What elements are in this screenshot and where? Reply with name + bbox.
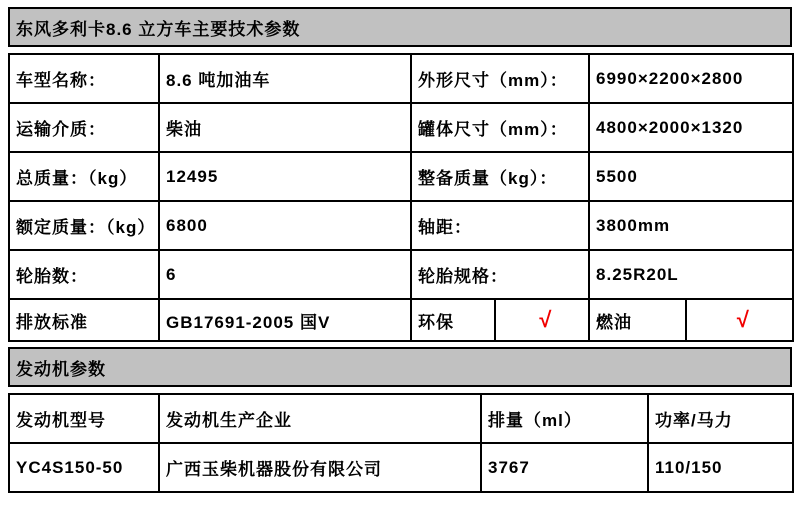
spec-label-curb-mass: 整备质量（kg）： [411, 152, 589, 201]
table-row [9, 201, 793, 250]
spec-value-rated-mass: 6800 [159, 201, 411, 250]
spec-value-vehicle-name: 8.6 吨加油车 [159, 54, 411, 103]
engine-value-model: YC4S150-50 [9, 443, 159, 492]
spec-table [8, 53, 794, 342]
environmental-check-cell [495, 299, 589, 341]
page-title: 东风多利卡8.6 立方车主要技术参数 [16, 19, 301, 39]
engine-value-power: 110/150 [648, 443, 793, 492]
engine-table [8, 393, 794, 493]
table-row-emission [9, 299, 793, 341]
spec-value-gross-mass: 12495 [159, 152, 411, 201]
engine-data-row [9, 443, 793, 492]
engine-section-bar [8, 347, 792, 387]
spec-value-emission-standard: GB17691-2005 国V [159, 299, 411, 341]
spec-value-tire-spec: 8.25R20L [589, 250, 793, 299]
table-row [9, 103, 793, 152]
spec-label-transport-medium: 运输介质： [9, 103, 159, 152]
spec-label-vehicle-name: 车型名称： [9, 54, 159, 103]
engine-header-power: 功率/马力 [648, 394, 793, 443]
env-checkmark-icon: √ [537, 307, 551, 332]
table-row [9, 250, 793, 299]
fuel-check-cell [686, 299, 793, 341]
spec-label-wheelbase: 轴距： [411, 201, 589, 250]
fuel-checkmark-icon: √ [735, 307, 748, 332]
engine-header-manufacturer: 发动机生产企业 [159, 394, 481, 443]
engine-header-row [9, 394, 793, 443]
spec-value-wheelbase: 3800mm [589, 201, 793, 250]
engine-header-model: 发动机型号 [9, 394, 159, 443]
engine-value-displacement: 3767 [481, 443, 648, 492]
spec-value-tank-dimensions: 4800×2000×1320 [589, 103, 793, 152]
spec-label-tank-dimensions: 罐体尺寸（mm）： [411, 103, 589, 152]
table-row [9, 152, 793, 201]
spec-value-curb-mass: 5500 [589, 152, 793, 201]
spec-label-tire-spec: 轮胎规格： [411, 250, 589, 299]
page-title-bar [8, 7, 792, 47]
spec-value-outer-dimensions: 6990×2200×2800 [589, 54, 793, 103]
spec-label-fuel: 燃油 [589, 299, 686, 341]
table-row [9, 54, 793, 103]
spec-label-rated-mass: 额定质量：（kg） [9, 201, 159, 250]
spec-label-outer-dimensions: 外形尺寸（mm）： [411, 54, 589, 103]
spec-label-tire-count: 轮胎数： [9, 250, 159, 299]
engine-section-title: 发动机参数 [16, 359, 106, 379]
spec-value-transport-medium: 柴油 [159, 103, 411, 152]
engine-value-manufacturer: 广西玉柴机器股份有限公司 [159, 443, 481, 492]
engine-header-displacement: 排量（ml） [481, 394, 648, 443]
spec-value-tire-count: 6 [159, 250, 411, 299]
spec-label-emission-standard: 排放标准 [9, 299, 159, 341]
spec-label-gross-mass: 总质量：（kg） [9, 152, 159, 201]
spec-label-environmental: 环保 [411, 299, 495, 341]
